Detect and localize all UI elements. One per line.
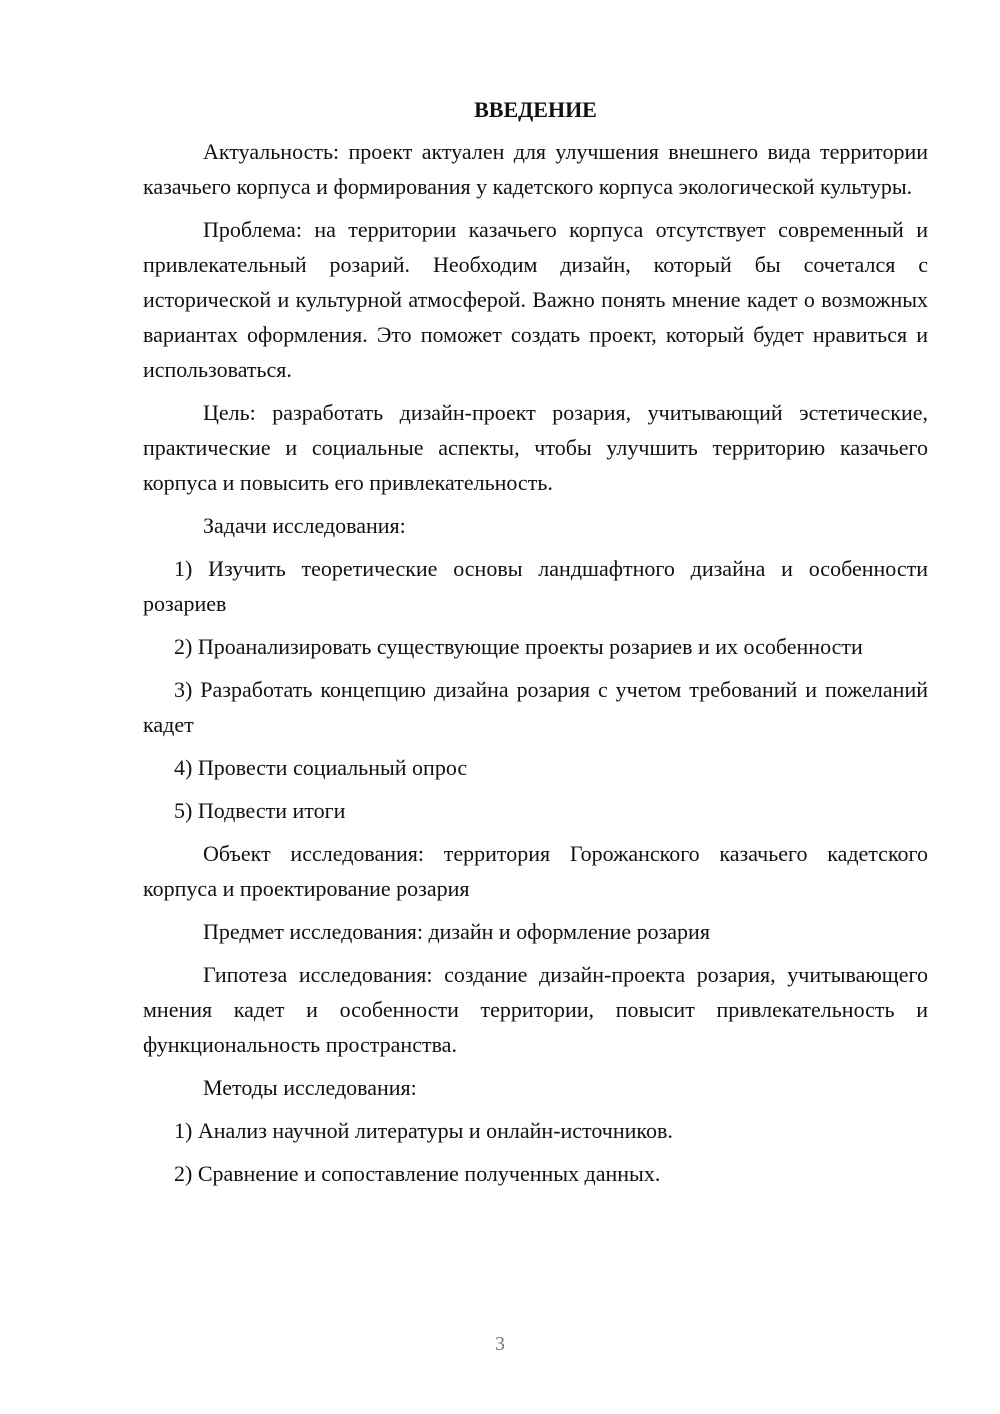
page-number: 3 xyxy=(495,1333,505,1355)
task-item-2: 2) Проанализировать существующие проекты розариев и их особенности xyxy=(174,634,863,659)
goal-paragraph: Цель: разработать дизайн-проект розария, учитывающий эстетические, практические и социальные аспекты, чтобы улучшить территорию казачьего корпуса и повысить его привлекательность. xyxy=(143,400,928,495)
object-paragraph: Объект исследования: территория Горожанского казачьего кадетского корпуса и проектирование розария xyxy=(143,841,928,901)
methods-heading: Методы исследования: xyxy=(203,1075,417,1100)
task-item-1: 1) Изучить теоретические основы ландшафтного дизайна и особенности розариев xyxy=(143,556,928,616)
tasks-heading: Задачи исследования: xyxy=(203,513,406,538)
problem-paragraph: Проблема: на территории казачьего корпуса отсутствует современный и привлекательный розарий. Необходим дизайн, который бы сочетался с исторической и культурной атмосферой. Важно понять мнение кадет о возможных вариантах оформления. Это поможет создать проект, который будет нравиться и использоваться. xyxy=(143,217,928,382)
task-item-4: 4) Провести социальный опрос xyxy=(174,755,468,780)
document-page xyxy=(143,92,928,1199)
section-title: ВВЕДЕНИЕ xyxy=(474,97,597,122)
task-item-5: 5) Подвести итоги xyxy=(174,798,346,823)
relevance-paragraph: Актуальность: проект актуален для улучшения внешнего вида территории казачьего корпуса и формирования у кадетского корпуса экологической культуры. xyxy=(143,139,928,199)
method-item-1: 1) Анализ научной литературы и онлайн-источников. xyxy=(174,1118,673,1143)
subject-paragraph: Предмет исследования: дизайн и оформление розария xyxy=(203,919,710,944)
method-item-2: 2) Сравнение и сопоставление полученных данных. xyxy=(174,1161,661,1186)
hypothesis-paragraph: Гипотеза исследования: создание дизайн-проекта розария, учитывающего мнения кадет и особенности территории, повысит привлекательность и функциональность пространства. xyxy=(143,962,928,1057)
task-item-3: 3) Разработать концепцию дизайна розария с учетом требований и пожеланий кадет xyxy=(143,677,928,737)
